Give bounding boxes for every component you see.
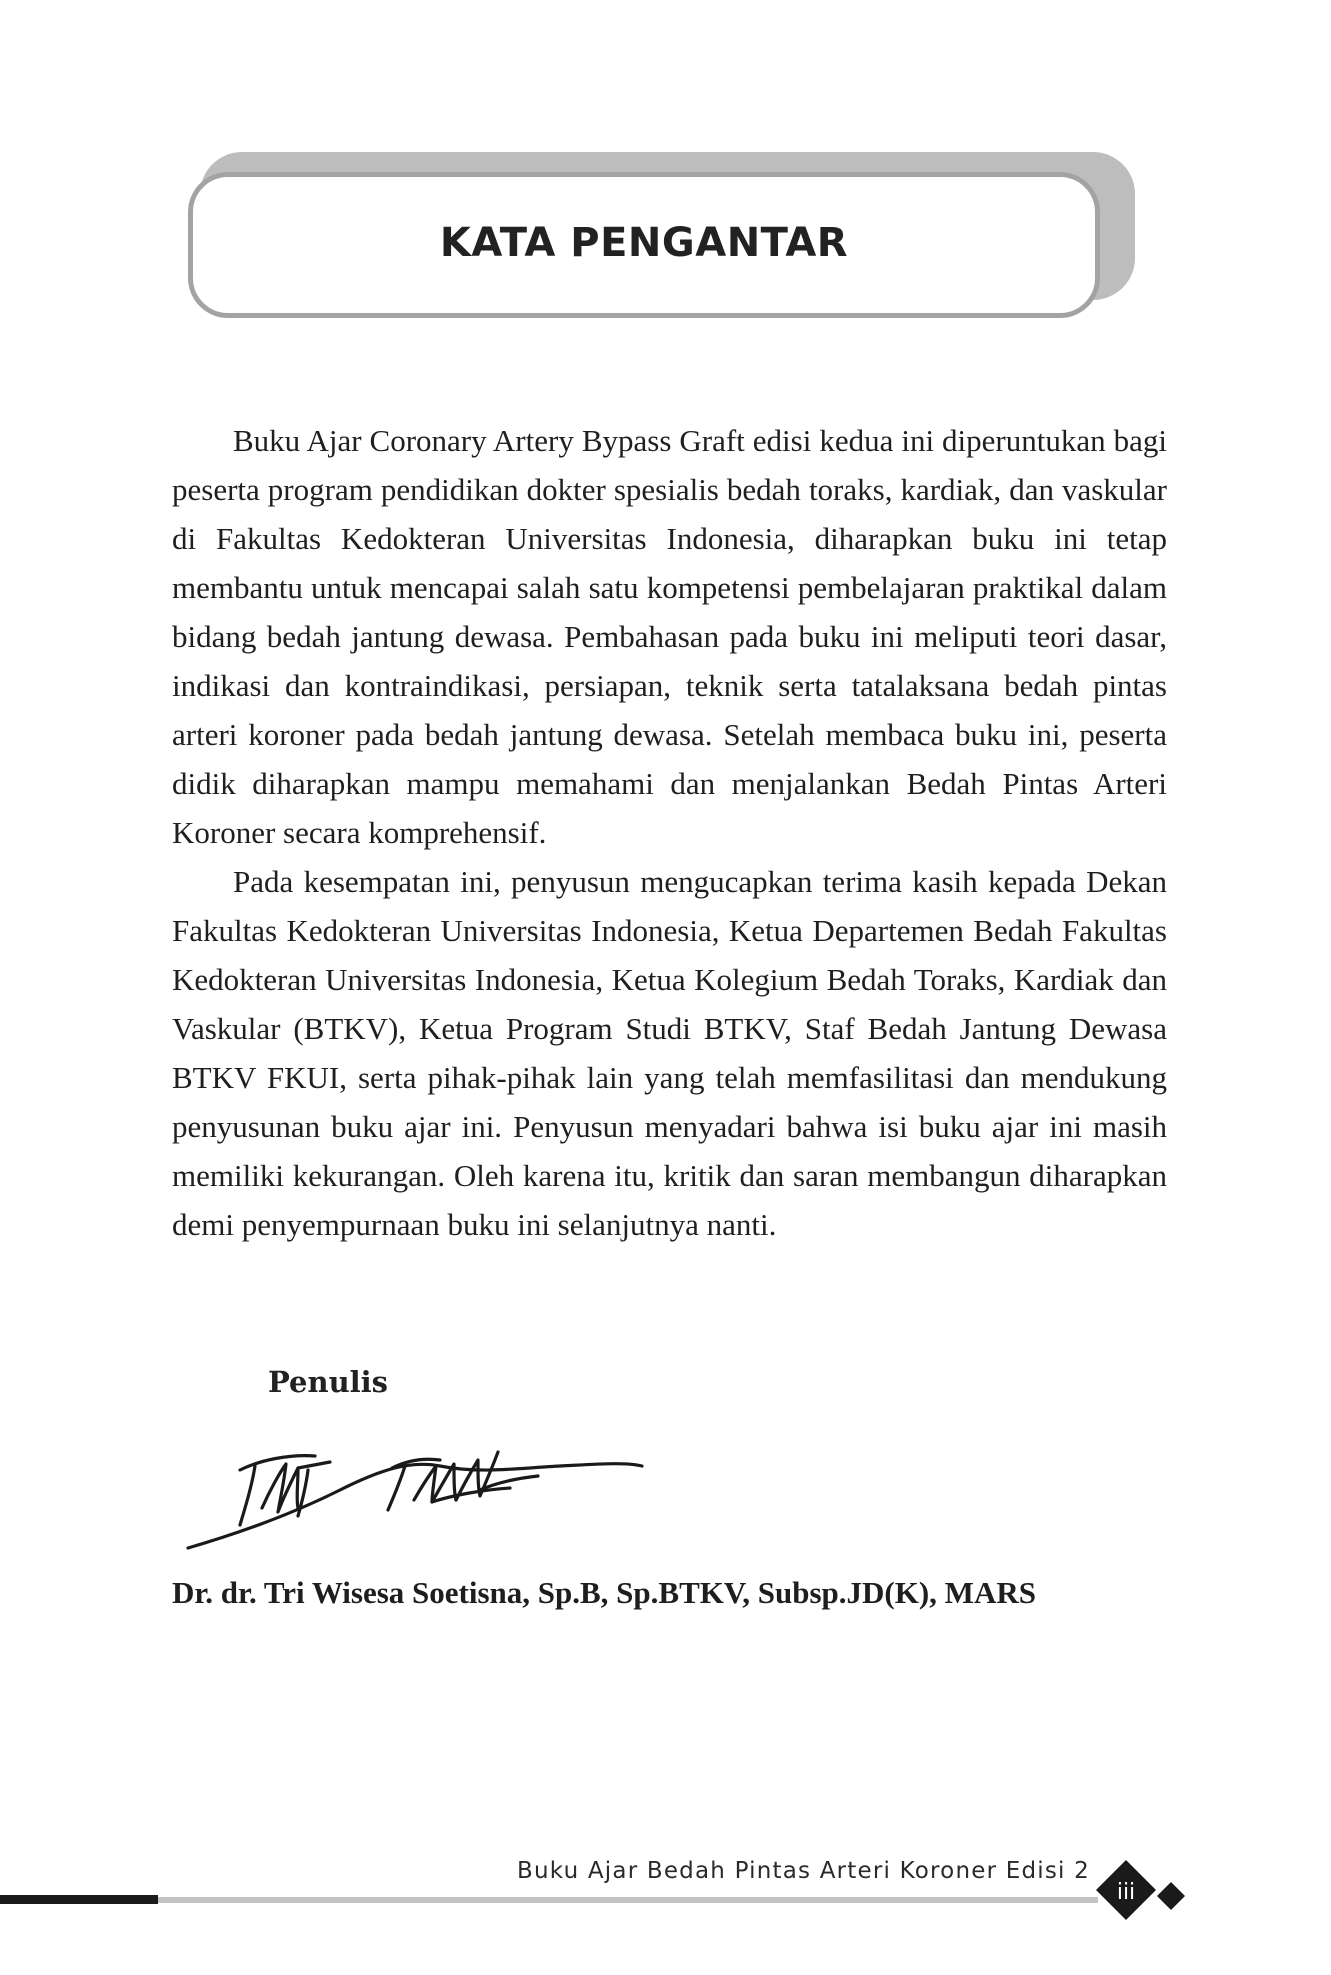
title-banner [188,172,1100,318]
footer-rule-dark [0,1895,158,1904]
running-title: Buku Ajar Bedah Pintas Arteri Koroner Edisi 2 [517,1858,1090,1884]
page-number: iii [1116,1880,1136,1905]
signoff-label: Penulis [268,1365,389,1399]
author-name: Dr. dr. Tri Wisesa Soetisna, Sp.B, Sp.BTKV, Subsp.JD(K), MARS [172,1575,1036,1610]
body-text [172,416,1167,1249]
footer-rule-light [158,1897,1098,1903]
paragraph-intro: Buku Ajar Coronary Artery Bypass Graft edisi kedua ini diperuntukan bagi peserta program pendidikan dokter spesialis bedah toraks, kardiak, dan vaskular di Fakultas Kedokteran Universitas Indonesia, diharapkan buku ini tetap membantu untuk mencapai salah satu kompetensi pembelajaran praktikal dalam bidang bedah jantung dewasa. Pembahasan pada buku ini meliputi teori dasar, indikasi dan kontraindikasi, persiapan, teknik serta tatalaksana bedah pintas arteri koroner pada bedah jantung dewasa. Setelah membaca buku ini, peserta didik diharapkan mampu memahami dan menjalankan Bedah Pintas Arteri Koroner secara komprehensif. [172,423,1167,850]
signature-icon [180,1430,670,1555]
page-title: KATA PENGANTAR [439,220,849,266]
paragraph-acknowledgements: Pada kesempatan ini, penyusun mengucapkan terima kasih kepada Dekan Fakultas Kedokteran Universitas Indonesia, Ketua Departemen Bedah Fakultas Kedokteran Universitas Indonesia, Ketua Kolegium Bedah Toraks, Kardiak dan Vaskular (BTKV), Ketua Program Studi BTKV, Staf Bedah Jantung Dewasa BTKV FKUI, serta pihak-pihak lain yang telah memfasilitasi dan mendukung penyusunan buku ajar ini. Penyusun menyadari bahwa isi buku ajar ini masih memiliki kekurangan. Oleh karena itu, kritik dan saran membangun diharapkan demi penyempurnaan buku ini selanjutnya nanti. [172,864,1167,1242]
